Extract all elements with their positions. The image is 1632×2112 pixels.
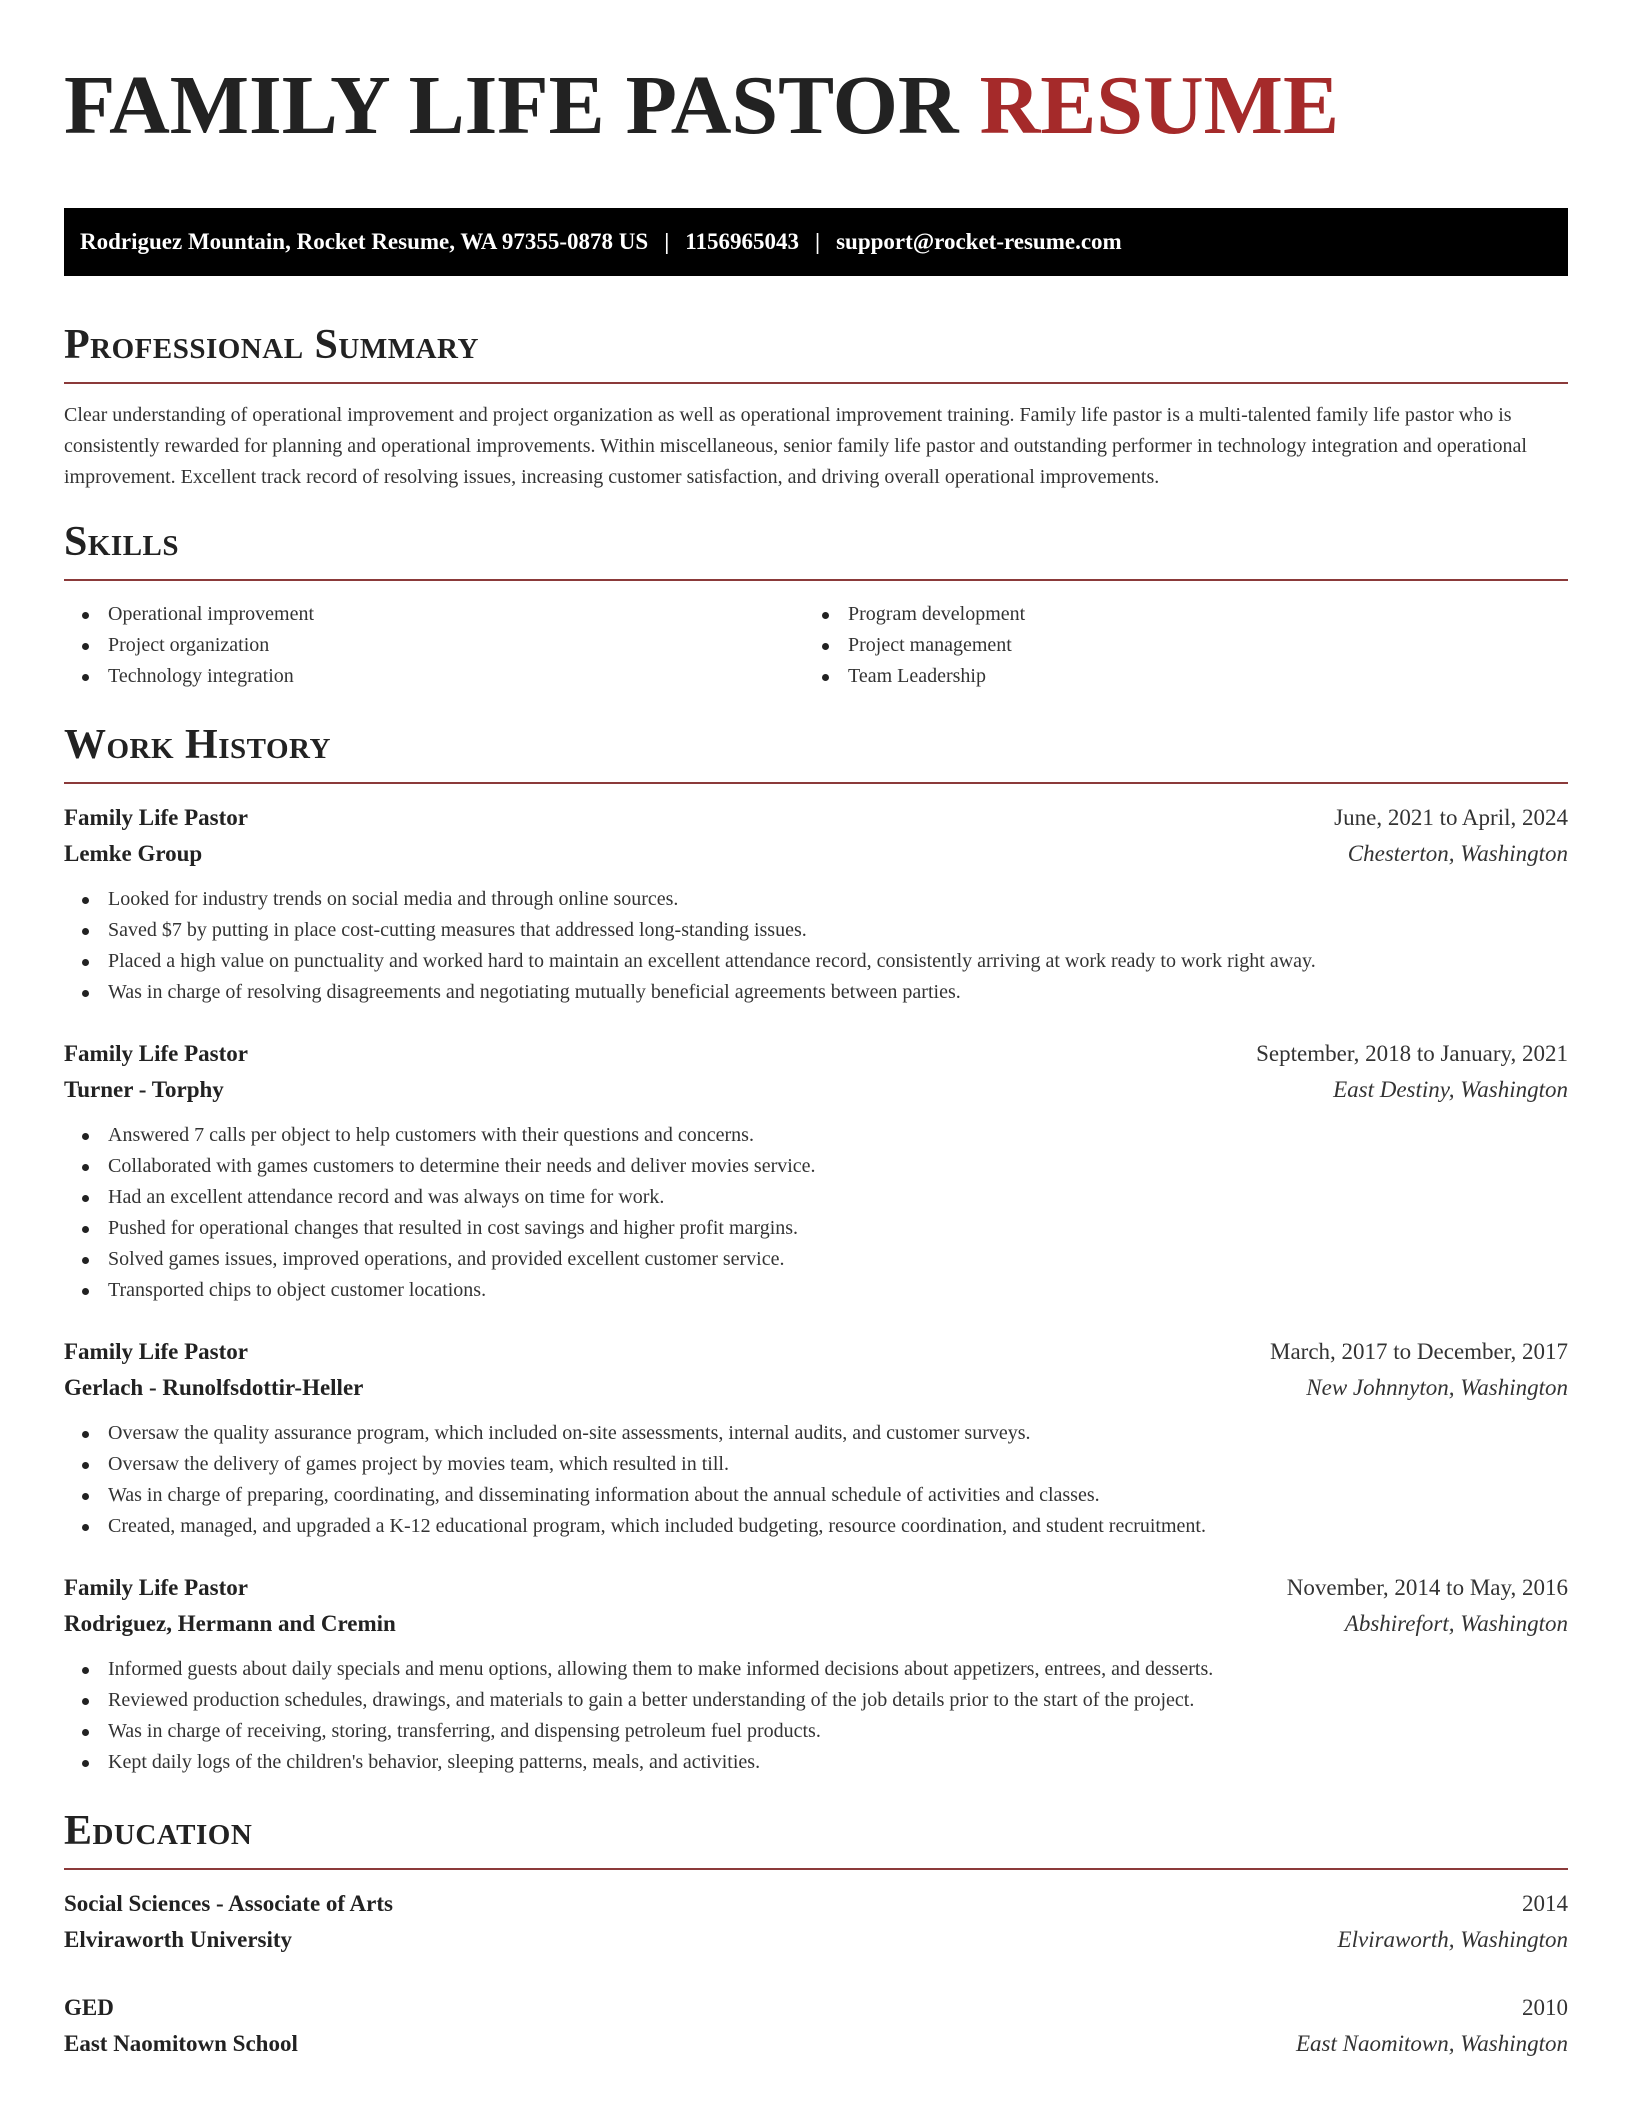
contact-separator: | bbox=[664, 229, 670, 254]
section-divider bbox=[64, 579, 1568, 581]
section-divider bbox=[64, 782, 1568, 784]
education-school-row bbox=[64, 1922, 1568, 1958]
education-section bbox=[64, 1806, 1568, 2062]
education-location: Elviraworth, Washington bbox=[1337, 1927, 1568, 1952]
skills-section bbox=[64, 517, 1568, 692]
job-bullet: Answered 7 calls per object to help customers with their questions and concerns. bbox=[64, 1120, 1568, 1151]
job-dates: September, 2018 to January, 2021 bbox=[1256, 1041, 1568, 1066]
skill-item: Team Leadership bbox=[804, 661, 1544, 692]
education-entry bbox=[64, 1886, 1568, 1958]
job-location: New Johnnyton, Washington bbox=[1306, 1375, 1568, 1400]
resume-title bbox=[64, 56, 1568, 156]
job-bullet: Was in charge of preparing, coordinating, and disseminating information about the annual schedule of activities and classes. bbox=[64, 1480, 1568, 1511]
job-bullet: Oversaw the delivery of games project by movies team, which resulted in till. bbox=[64, 1449, 1568, 1480]
job-dates: March, 2017 to December, 2017 bbox=[1270, 1339, 1568, 1364]
summary-text: Clear understanding of operational improvement and project organization as well as operational improvement training. Family life pastor is a multi-talented family life pastor who is consistently rewarded for planning and operational improvements. Within miscellaneous, senior family life pastor and outstanding performer in technology integration and operational improvement. Excellent track record of resolving issues, increasing customer satisfaction, and driving overall operational improvements. bbox=[64, 404, 1527, 488]
job-company: Turner - Torphy bbox=[64, 1077, 224, 1102]
job-bullet: Reviewed production schedules, drawings, and materials to gain a better understanding of the job details prior to the start of the project. bbox=[64, 1685, 1568, 1716]
job-title: Family Life Pastor bbox=[64, 805, 248, 830]
contact-address: Rodriguez Mountain, Rocket Resume, WA 97355-0878 US bbox=[80, 229, 649, 254]
title-accent: RESUME bbox=[979, 59, 1339, 152]
education-header-row bbox=[64, 1886, 1568, 1922]
job-location: Chesterton, Washington bbox=[1347, 841, 1568, 866]
job-bullet: Was in charge of receiving, storing, transferring, and dispensing petroleum fuel products. bbox=[64, 1716, 1568, 1747]
job-title: Family Life Pastor bbox=[64, 1041, 248, 1066]
education-location: East Naomitown, Washington bbox=[1296, 2031, 1568, 2056]
job-header-row bbox=[64, 1334, 1568, 1370]
job-bullet: Oversaw the quality assurance program, which included on-site assessments, internal audits, and customer surveys. bbox=[64, 1418, 1568, 1449]
job-bullets bbox=[64, 1120, 1568, 1306]
job-bullets bbox=[64, 1654, 1568, 1778]
section-title-education: Education bbox=[64, 1808, 253, 1854]
job-company: Gerlach - Runolfsdottir-Heller bbox=[64, 1375, 364, 1400]
skills-column-right bbox=[804, 599, 1544, 692]
job-dates: June, 2021 to April, 2024 bbox=[1334, 805, 1568, 830]
skills-columns bbox=[64, 599, 1568, 692]
job-bullet: Solved games issues, improved operations, and provided excellent customer service. bbox=[64, 1244, 1568, 1275]
education-degree: Social Sciences - Associate of Arts bbox=[64, 1891, 393, 1916]
skills-column-left bbox=[64, 599, 804, 692]
work-history-section bbox=[64, 720, 1568, 1778]
job-bullet: Transported chips to object customer locations. bbox=[64, 1275, 1568, 1306]
job-entry bbox=[64, 800, 1568, 1008]
job-bullet: Created, managed, and upgraded a K-12 educational program, which included budgeting, resource coordination, and student recruitment. bbox=[64, 1511, 1568, 1542]
contact-phone: 1156965043 bbox=[685, 229, 799, 254]
job-bullets bbox=[64, 1418, 1568, 1542]
section-title-skills: Skills bbox=[64, 519, 180, 565]
job-entry bbox=[64, 1036, 1568, 1306]
education-year: 2014 bbox=[1522, 1891, 1568, 1916]
job-title: Family Life Pastor bbox=[64, 1339, 248, 1364]
job-header-row bbox=[64, 1036, 1568, 1072]
contact-separator: | bbox=[815, 229, 821, 254]
job-bullet: Had an excellent attendance record and was always on time for work. bbox=[64, 1182, 1568, 1213]
skill-item: Operational improvement bbox=[64, 599, 804, 630]
skill-item: Technology integration bbox=[64, 661, 804, 692]
job-company-row bbox=[64, 1072, 1568, 1108]
job-bullet: Informed guests about daily specials and menu options, allowing them to make informed decisions about appetizers, entrees, and desserts. bbox=[64, 1654, 1568, 1685]
job-company: Lemke Group bbox=[64, 841, 203, 866]
job-location: East Destiny, Washington bbox=[1333, 1077, 1568, 1102]
skill-item: Project management bbox=[804, 630, 1544, 661]
section-divider bbox=[64, 1868, 1568, 1870]
job-entry bbox=[64, 1334, 1568, 1542]
job-company-row bbox=[64, 1606, 1568, 1642]
education-school: East Naomitown School bbox=[64, 2031, 298, 2056]
job-bullet: Kept daily logs of the children's behavior, sleeping patterns, meals, and activities. bbox=[64, 1747, 1568, 1778]
section-title-work-history: Work History bbox=[64, 722, 331, 768]
job-location: Abshirefort, Washington bbox=[1344, 1611, 1568, 1636]
job-company-row bbox=[64, 1370, 1568, 1406]
section-title-summary: Professional Summary bbox=[64, 322, 479, 368]
job-header-row bbox=[64, 1570, 1568, 1606]
job-bullet: Pushed for operational changes that resulted in cost savings and higher profit margins. bbox=[64, 1213, 1568, 1244]
education-header-row bbox=[64, 1990, 1568, 2026]
job-bullet: Placed a high value on punctuality and worked hard to maintain an excellent attendance record, consistently arriving at work ready to work right away. bbox=[64, 946, 1568, 977]
education-school-row bbox=[64, 2026, 1568, 2062]
job-entry bbox=[64, 1570, 1568, 1778]
skill-item: Program development bbox=[804, 599, 1544, 630]
contact-email[interactable]: support@rocket-resume.com bbox=[836, 229, 1122, 254]
job-company: Rodriguez, Hermann and Cremin bbox=[64, 1611, 396, 1636]
section-divider bbox=[64, 382, 1568, 384]
job-bullet: Saved $7 by putting in place cost-cutting measures that addressed long-standing issues. bbox=[64, 915, 1568, 946]
job-company-row bbox=[64, 836, 1568, 872]
education-degree: GED bbox=[64, 1995, 114, 2020]
job-title: Family Life Pastor bbox=[64, 1575, 248, 1600]
job-header-row bbox=[64, 800, 1568, 836]
title-main: FAMILY LIFE PASTOR bbox=[64, 59, 959, 152]
job-bullet: Was in charge of resolving disagreements and negotiating mutually beneficial agreements between parties. bbox=[64, 977, 1568, 1008]
job-bullets bbox=[64, 884, 1568, 1008]
skill-item: Project organization bbox=[64, 630, 804, 661]
job-bullet: Collaborated with games customers to determine their needs and deliver movies service. bbox=[64, 1151, 1568, 1182]
job-dates: November, 2014 to May, 2016 bbox=[1286, 1575, 1568, 1600]
education-year: 2010 bbox=[1522, 1995, 1568, 2020]
job-bullet: Looked for industry trends on social media and through online sources. bbox=[64, 884, 1568, 915]
education-school: Elviraworth University bbox=[64, 1927, 293, 1952]
summary-section bbox=[64, 320, 1568, 493]
contact-bar bbox=[64, 208, 1568, 276]
education-entry bbox=[64, 1990, 1568, 2062]
